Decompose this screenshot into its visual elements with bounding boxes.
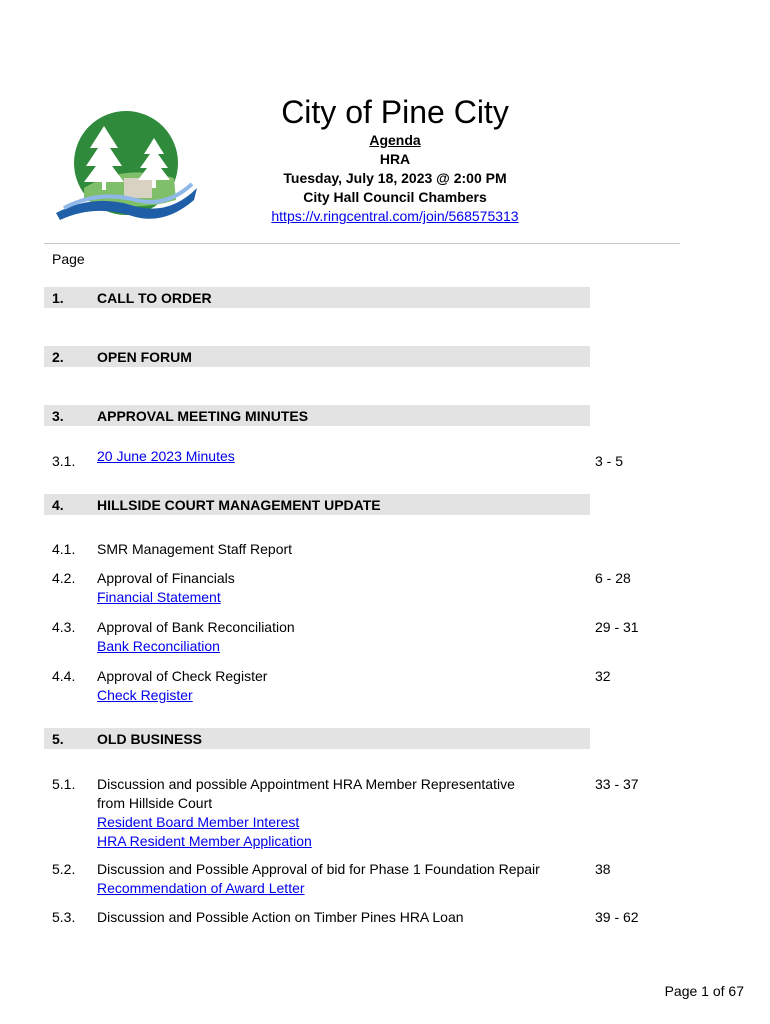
item-text: Approval of Financials (97, 570, 235, 586)
section-title: APPROVAL MEETING MINUTES (97, 408, 309, 424)
item-body (97, 908, 587, 927)
org-title: City of Pine City (281, 94, 509, 130)
item-pages: 38 (595, 861, 611, 877)
item-body (97, 540, 587, 559)
item-text-continued: from Hillside Court (97, 795, 213, 811)
item-number: 4.1. (52, 541, 76, 557)
item-number: 4.2. (52, 570, 76, 586)
header-divider (44, 243, 680, 244)
doc-type: Agenda (369, 132, 421, 148)
item-text: Discussion and Possible Approval of bid for Phase 1 Foundation Repair (97, 861, 540, 877)
item-pages: 32 (595, 668, 611, 684)
section-header (44, 728, 590, 749)
item-body (97, 618, 587, 656)
agenda-item (44, 447, 734, 473)
item-attachment-link[interactable]: 20 June 2023 Minutes (97, 448, 235, 464)
meeting-url-link[interactable]: https://v.ringcentral.com/join/568575313 (271, 208, 519, 224)
section-number: 5. (52, 731, 64, 747)
item-attachment-link[interactable]: Resident Board Member Interest (97, 814, 300, 830)
page-number-footer: Page 1 of 67 (664, 983, 744, 999)
section-header (44, 346, 590, 367)
item-number: 5.1. (52, 776, 76, 792)
agenda-item (44, 860, 734, 900)
item-body (97, 447, 587, 466)
section-header (44, 494, 590, 515)
section-header (44, 405, 590, 426)
section-number: 1. (52, 290, 64, 306)
page-column-label: Page (52, 251, 85, 267)
item-pages: 33 - 37 (595, 776, 639, 792)
meeting-location: City Hall Council Chambers (303, 189, 487, 205)
section-number: 2. (52, 349, 64, 365)
meeting-datetime: Tuesday, July 18, 2023 @ 2:00 PM (283, 170, 507, 186)
section-title: OLD BUSINESS (97, 731, 203, 747)
item-body (97, 775, 587, 851)
item-attachment-link[interactable]: Check Register (97, 687, 193, 703)
agenda-item (44, 667, 734, 707)
board-name: HRA (379, 151, 411, 167)
item-number: 5.2. (52, 861, 76, 877)
item-text: Discussion and Possible Action on Timber Pines HRA Loan (97, 909, 464, 925)
item-number: 4.4. (52, 668, 76, 684)
section-number: 4. (52, 497, 64, 513)
item-pages: 29 - 31 (595, 619, 639, 635)
item-number: 4.3. (52, 619, 76, 635)
item-attachment-link[interactable]: HRA Resident Member Application (97, 833, 312, 849)
item-attachment-link[interactable]: Recommendation of Award Letter (97, 880, 305, 896)
item-text: SMR Management Staff Report (97, 541, 293, 557)
item-body (97, 860, 587, 898)
meeting-url-wrap (230, 206, 560, 226)
item-body (97, 667, 587, 705)
item-text: Approval of Check Register (97, 668, 268, 684)
section-title: CALL TO ORDER (97, 290, 212, 306)
item-pages: 39 - 62 (595, 909, 639, 925)
item-pages: 3 - 5 (595, 453, 624, 469)
item-number: 3.1. (52, 453, 76, 469)
item-attachment-link[interactable]: Financial Statement (97, 589, 221, 605)
section-title: OPEN FORUM (97, 349, 192, 365)
agenda-item (44, 618, 734, 658)
section-number: 3. (52, 408, 64, 424)
agenda-item (44, 908, 734, 928)
item-text: Approval of Bank Reconciliation (97, 619, 295, 635)
city-logo (54, 108, 199, 223)
item-body (97, 569, 587, 607)
section-header (44, 287, 590, 308)
item-attachment-link[interactable]: Bank Reconciliation (97, 638, 220, 654)
item-pages: 6 - 28 (595, 570, 631, 586)
agenda-item (44, 775, 734, 853)
agenda-item (44, 540, 734, 560)
item-number: 5.3. (52, 909, 76, 925)
item-text: Discussion and possible Appointment HRA Member Representative (97, 776, 515, 792)
agenda-item (44, 569, 734, 609)
section-title: HILLSIDE COURT MANAGEMENT UPDATE (97, 497, 381, 513)
